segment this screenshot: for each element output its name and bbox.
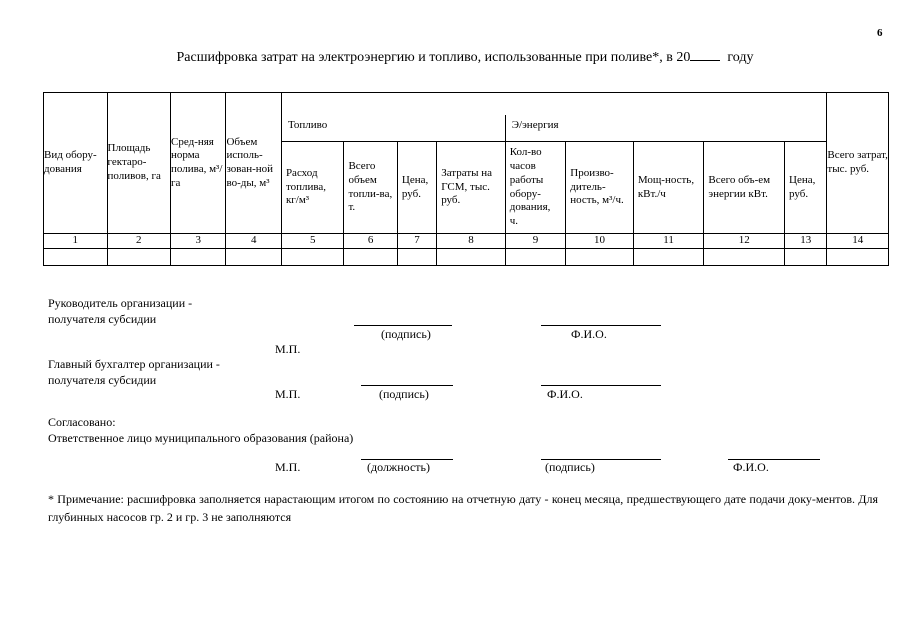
col-header-water-volume: Объем исполь-зован-ной во-ды, м³ <box>226 93 281 234</box>
accountant-fio-line[interactable] <box>541 385 661 386</box>
head-signature-caption: (подпись) <box>381 327 431 341</box>
accountant-signature-caption: (подпись) <box>379 387 429 401</box>
responsible-position-caption: (должность) <box>367 460 430 474</box>
head-label <box>48 295 192 327</box>
table-cell[interactable] <box>505 248 566 265</box>
title-text: Расшифровка затрат на электроэнергию и топливо, использованные при поливе*, в 20 <box>176 50 691 65</box>
col-number: 9 <box>505 234 566 249</box>
col-header-productivity: Произво-дитель-ность, м³/ч. <box>566 142 634 234</box>
table-cell[interactable] <box>344 248 397 265</box>
table-cell[interactable] <box>44 248 108 265</box>
col-header-norm: Сред-няя норма полива, м³/га <box>171 93 226 234</box>
title-year-word: году <box>727 50 754 65</box>
col-number: 4 <box>226 234 281 249</box>
col-number: 6 <box>344 234 397 249</box>
head-label-line1: Руководитель организации - <box>48 296 193 310</box>
table-cell[interactable] <box>107 248 171 265</box>
col-header-area: Площадь гектаро-поливов, га <box>107 93 171 234</box>
accountant-label-line2: получателя субсидии <box>48 373 157 387</box>
costs-table <box>43 92 889 266</box>
col-number: 13 <box>785 234 827 249</box>
table-cell[interactable] <box>785 248 827 265</box>
col-header-power: Мощ-ность, кВт./ч <box>633 142 704 234</box>
col-number: 8 <box>437 234 506 249</box>
header-spacer <box>281 93 826 116</box>
head-fio-caption: Ф.И.О. <box>571 327 607 341</box>
footnote: * Примечание: расшифровка заполняется нарастающим итогом по состоянию на отчетную дату - конец месяца, предшествующего дате подачи доку-ментов. Для глубинных насосов гр. 2 и гр. 3 не заполняются <box>48 492 878 524</box>
table-cell[interactable] <box>171 248 226 265</box>
group-header-energy: Э/энергия <box>505 115 827 142</box>
agreed-label: Согласовано: <box>48 415 116 429</box>
page-number: 6 <box>877 27 883 39</box>
col-header-fuel-rate: Расход топлива, кг/м³ <box>281 142 344 234</box>
accountant-label <box>48 356 220 388</box>
col-header-fuel-total: Всего объем топли-ва, т. <box>344 142 397 234</box>
responsible-stamp-mark: М.П. <box>275 460 301 474</box>
col-header-energy-total: Всего объ-ем энергии кВт. <box>704 142 785 234</box>
col-header-energy-price: Цена, руб. <box>785 142 827 234</box>
table-row <box>44 248 889 265</box>
col-header-fuel-cost: Затраты на ГСМ, тыс. руб. <box>437 142 506 234</box>
head-fio-line[interactable] <box>541 325 661 326</box>
col-number: 5 <box>281 234 344 249</box>
responsible-label: Ответственное лицо муниципального образования (района) <box>48 431 354 445</box>
col-header-fuel-price: Цена, руб. <box>397 142 436 234</box>
col-header-hours: Кол-во часов работы обору-дования, ч. <box>505 142 566 234</box>
col-number: 10 <box>566 234 634 249</box>
column-numbers-row <box>44 234 889 249</box>
col-number: 11 <box>633 234 704 249</box>
col-number: 14 <box>827 234 889 249</box>
year-blank <box>690 48 720 61</box>
table-cell[interactable] <box>281 248 344 265</box>
table-cell[interactable] <box>226 248 281 265</box>
table-cell[interactable] <box>827 248 889 265</box>
col-header-equipment: Вид обору-дования <box>44 93 108 234</box>
table-cell[interactable] <box>633 248 704 265</box>
table-cell[interactable] <box>704 248 785 265</box>
table-cell[interactable] <box>566 248 634 265</box>
col-number: 12 <box>704 234 785 249</box>
col-number: 3 <box>171 234 226 249</box>
table-cell[interactable] <box>397 248 436 265</box>
accountant-stamp-mark: М.П. <box>275 387 301 401</box>
accountant-label-line1: Главный бухгалтер организации - <box>48 357 220 371</box>
table-cell[interactable] <box>437 248 506 265</box>
head-stamp-mark: М.П. <box>275 342 301 356</box>
col-number: 1 <box>44 234 108 249</box>
col-header-total-cost: Всего затрат, тыс. руб. <box>827 93 889 234</box>
col-number: 2 <box>107 234 171 249</box>
responsible-signature-caption: (подпись) <box>545 460 595 474</box>
document-title <box>0 48 905 66</box>
head-label-line2: получателя субсидии <box>48 312 157 326</box>
accountant-signature-line[interactable] <box>361 385 453 386</box>
responsible-fio-caption: Ф.И.О. <box>733 460 769 474</box>
header-top-row <box>44 93 889 116</box>
accountant-fio-caption: Ф.И.О. <box>547 387 583 401</box>
head-signature-line[interactable] <box>354 325 452 326</box>
group-header-fuel: Топливо <box>281 115 505 142</box>
col-number: 7 <box>397 234 436 249</box>
